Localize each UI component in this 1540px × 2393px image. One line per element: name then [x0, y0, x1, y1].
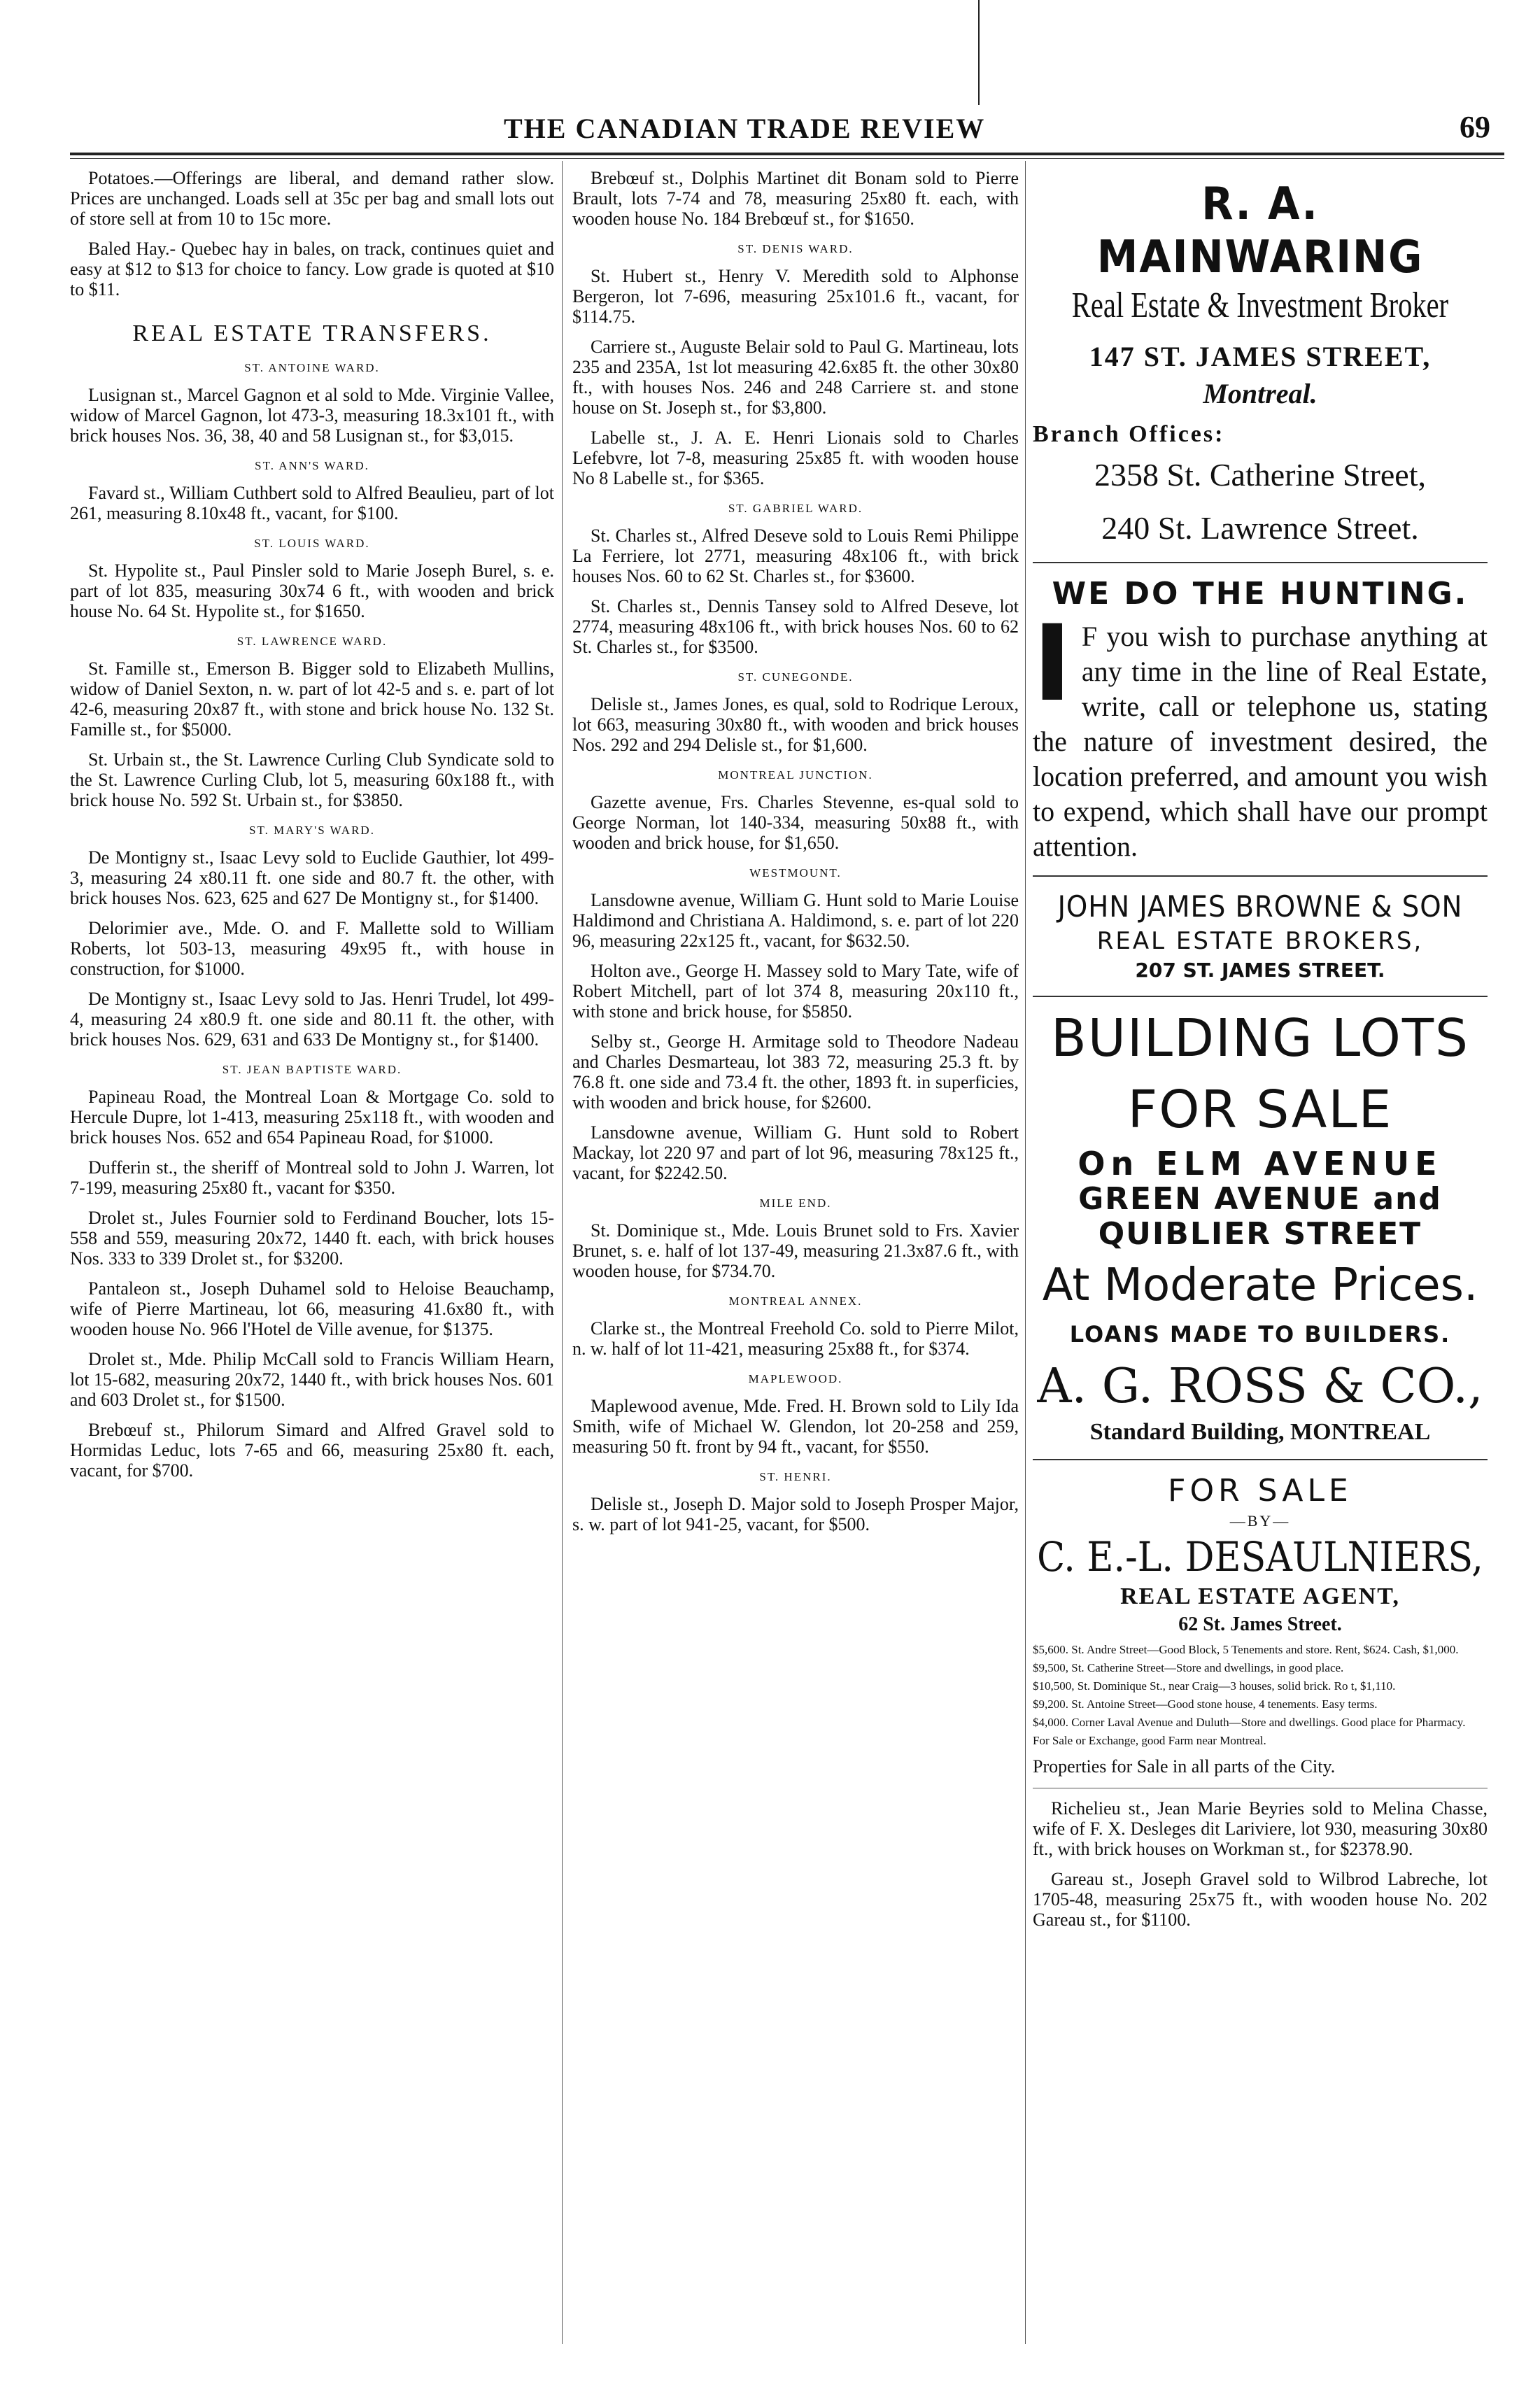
drop-cap: I [1033, 603, 1072, 725]
transfer-entry: St. Famille st., Emerson B. Bigger sold to Elizabeth Mullins, widow of Daniel Sexton, n. w. part of lot 42-5 and s. e. part of lot 42-6, measuring 20x87 ft., with stone and brick house No. 132 St. Famille st., for $5000. [70, 658, 554, 740]
transfer-entry: Gazette avenue, Frs. Charles Stevenne, es-qual sold to George Norman, lot 140-334, measuring 50x88 ft., with wooden and brick house, for $1,650. [572, 792, 1019, 853]
transfer-entry: Selby st., George H. Armitage sold to Theodore Nadeau and Charles Desmarteau, lot 383 72, measuring 25.3 ft. by 76.8 ft. one side and 73.4 ft. the other, 1893 ft. in superficies, with wooden and brick house, for $2600. [572, 1031, 1019, 1113]
masthead-title: THE CANADIAN TRADE REVIEW [504, 113, 986, 144]
transfer-entry: Brebœuf st., Dolphis Martinet dit Bonam sold to Pierre Brault, lots 7-74 and 78, measuring 25x80 ft. each, with wooden house No. 184 Brebœuf st., for $1650. [572, 168, 1019, 229]
ward-heading: ST. ANN'S WARD. [255, 459, 369, 472]
transfer-entry: Lusignan st., Marcel Gagnon et al sold to Mde. Virginie Vallee, widow of Marcel Gagnon, lot 473-3, measuring 18.3x101 ft., with brick houses Nos. 36, 38, 40 and 58 Lusignan st., for $3,015. [70, 385, 554, 446]
advertiser-city: Montreal. [1203, 378, 1318, 409]
property-list [1033, 1642, 1488, 1749]
market-note-hay: Baled Hay.- Quebec hay in bales, on track, continues quiet and easy at $12 to $13 for choice to fancy. Low grade is quoted at $10 to $11. [70, 239, 554, 299]
list-item: $10,500, St. Dominique St., near Craig—3 houses, solid brick. Ro t, $1,110. [1033, 1679, 1396, 1693]
transfer-entry: Papineau Road, the Montreal Loan & Mortgage Co. sold to Hercule Dupre, lot 1-413, measuring 25x118 ft., with wooden and brick houses Nos. 652 and 654 Papineau Road, for $1000. [70, 1087, 554, 1148]
page-header [70, 105, 1490, 147]
advertiser-tagline: REAL ESTATE BROKERS, [1096, 927, 1424, 955]
browne-ad [1033, 888, 1488, 984]
list-item: $9,200. St. Antoine Street—Good stone house, 4 tenements. Easy terms. [1033, 1697, 1378, 1711]
column-separator [562, 161, 563, 2344]
ad-by: —BY— [1229, 1512, 1291, 1530]
ad-location: GREEN AVENUE and [1078, 1181, 1442, 1217]
ad-headline: BUILDING LOTS [1050, 1008, 1470, 1068]
ad-headline: FOR SALE [1127, 1080, 1393, 1140]
ward-heading: MONTREAL JUNCTION. [718, 768, 873, 782]
transfer-entry: De Montigny st., Isaac Levy sold to Euclide Gauthier, lot 499-3, measuring 24 x80.11 ft. one side and 80.7 ft. the other, with brick houses Nos. 623, 625 and 627 De Montigny st., for $1400. [70, 847, 554, 908]
transfer-entry: Pantaleon st., Joseph Duhamel sold to Heloise Beauchamp, wife of Pierre Martineau, lot 66, measuring 41.6x80 ft., with wooden house No. 966 l'Hotel de Ville avenue, for $1375. [70, 1278, 554, 1339]
ward-heading: ST. HENRI. [759, 1470, 832, 1483]
transfer-entry: St. Hypolite st., Paul Pinsler sold to Marie Joseph Burel, s. e. part of lot 835, measuring 30x74 6 ft., with wooden and brick house No. 64 St. Hypolite st., for $1650. [70, 560, 554, 621]
transfer-entry: St. Hubert st., Henry V. Meredith sold to Alphonse Bergeron, lot 7-696, measuring 25x101.6 ft., vacant, for $114.75. [572, 266, 1019, 327]
transfer-entry: Lansdowne avenue, William G. Hunt sold to Robert Mackay, lot 220 97 and part of lot 96, measuring 78x125 ft., vacant, for $2242.50. [572, 1122, 1019, 1183]
advertiser-name: JOHN JAMES BROWNE & SON [1057, 889, 1463, 924]
list-item: $4,000. Corner Laval Avenue and Duluth—Store and dwellings. Good place for Pharmacy. [1033, 1716, 1466, 1729]
transfer-entry: St. Urbain st., the St. Lawrence Curling Club Syndicate sold to the St. Lawrence Curling Club, lot 5, measuring 60x188 ft., with brick house No. 592 St. Urbain st., for $3850. [70, 749, 554, 810]
advertiser-address: 147 ST. JAMES STREET, [1089, 341, 1432, 372]
transfer-entry: Drolet st., Jules Fournier sold to Ferdinand Boucher, lots 15-558 and 559, measuring 20x72, 1440 ft. each, with brick houses Nos. 333 to 339 Drolet st., for $3200. [70, 1208, 554, 1269]
fold-line [978, 0, 980, 105]
advertiser-tagline: REAL ESTATE AGENT, [1120, 1583, 1400, 1609]
ward-heading: MONTREAL ANNEX. [728, 1294, 863, 1308]
column-middle [572, 168, 1019, 1544]
transfer-entry: Lansdowne avenue, William G. Hunt sold to Marie Louise Haldimond and Christiana A. Haldimond, s. e. part of lot 220 96, measuring 22x125 ft., vacant, for $632.50. [572, 890, 1019, 951]
header-rule [70, 153, 1504, 155]
advertiser-name: C. E.-L. DESAULNIERS, [1037, 1533, 1483, 1581]
branch-address: 240 St. Lawrence Street. [1101, 510, 1419, 546]
column-right [1033, 168, 1488, 1940]
section-title: REAL ESTATE TRANSFERS. [132, 320, 492, 346]
ad-divider [1033, 562, 1488, 563]
advertiser-address: 62 St. James Street. [1178, 1614, 1342, 1635]
advertiser-tagline: Real Estate & Investment Broker [1071, 285, 1449, 325]
transfer-entry: St. Charles st., Alfred Deseve sold to Louis Remi Philippe La Ferriere, lot 2771, measuring 48x106 ft., with brick houses Nos. 60 to 62 St. Charles st., for $3600. [572, 525, 1019, 586]
ward-heading: ST. JEAN BAPTISTE WARD. [222, 1063, 402, 1076]
ad-body-text: F you wish to purchase anything at any time in the line of Real Estate, write, call or telephone us, stating the nature of investment desired, the location preferred, and amount you wish to expend, which shall have our prompt attention. [1033, 621, 1488, 862]
ward-heading: ST. ANTOINE WARD. [244, 361, 380, 374]
ward-heading: ST. LAWRENCE WARD. [236, 635, 388, 648]
transfer-entry: De Montigny st., Isaac Levy sold to Jas. Henri Trudel, lot 499-4, measuring 24 x80.9 ft. one side and 80.11 ft. the other, with brick houses Nos. 629, 631 and 633 De Montigny st., for $1400. [70, 989, 554, 1050]
transfer-entry: Favard st., William Cuthbert sold to Alfred Beaulieu, part of lot 261, measuring 8.10x48 ft., vacant, for $100. [70, 483, 554, 523]
transfer-entry: Maplewood avenue, Mde. Fred. H. Brown sold to Lily Ida Smith, wife of Michael W. Glendon, lot 20-258 and 259, measuring 50 ft. front by 94 ft., vacant, for $550. [572, 1396, 1019, 1457]
building-lots-ad [1033, 1008, 1488, 1448]
market-note-potatoes: Potatoes.—Offerings are liberal, and demand rather slow. Prices are unchanged. Loads sell at 35c per bag and small lots out of store sell at from 10 to 15c more. [70, 168, 554, 229]
ad-loans: LOANS MADE TO BUILDERS. [1069, 1321, 1451, 1348]
desaulniers-ad [1033, 1471, 1488, 1778]
ward-heading: ST. DENIS WARD. [737, 242, 854, 255]
mainwaring-ad [1033, 178, 1488, 551]
ward-heading: ST. MARY'S WARD. [249, 824, 375, 837]
branch-address: 2358 St. Catherine Street, [1094, 457, 1426, 493]
transfer-entry: St. Charles st., Dennis Tansey sold to Alfred Deseve, lot 2774, measuring 48x106 ft., with brick houses Nos. 60 to 62 St. Charles st., for $3500. [572, 596, 1019, 657]
transfer-entry: Delisle st., James Jones, es qual, sold to Rodrique Leroux, lot 663, measuring 30x80 ft., with wooden and brick houses Nos. 292 and 294 Delisle st., for $1,600. [572, 694, 1019, 755]
ad-headline: WE DO THE HUNTING. [1052, 576, 1469, 612]
list-item: $5,600. St. Andre Street—Good Block, 5 Tenements and store. Rent, $624. Cash, $1,000. [1033, 1643, 1459, 1656]
transfer-entry: St. Dominique st., Mde. Louis Brunet sold to Frs. Xavier Brunet, s. e. half of lot 137-49, measuring 21.3x87.6 ft., with wooden house, for $734.70. [572, 1220, 1019, 1281]
transfer-entry: Gareau st., Joseph Gravel sold to Wilbrod Labreche, lot 1705-48, measuring 25x75 ft., with wooden house No. 202 Gareau st., for $1100. [1033, 1869, 1488, 1930]
advertiser-name: R. A. MAINWARING [1096, 178, 1424, 283]
column-left [70, 168, 554, 1490]
ward-heading: ST. CUNEGONDE. [737, 670, 854, 684]
ward-heading: MAPLEWOOD. [748, 1372, 843, 1385]
ad-body [1033, 603, 1488, 864]
header-rule-thin [70, 158, 1504, 159]
transfer-entry: Drolet st., Mde. Philip McCall sold to Francis William Hearn, lot 15-682, measuring 20x72, 1440 ft., with brick houses Nos. 601 and 603 Drolet st., for $1500. [70, 1349, 554, 1410]
ad-location: QUIBLIER STREET [1098, 1216, 1422, 1252]
transfer-entry: Richelieu st., Jean Marie Beyries sold to Melina Chasse, wife of F. X. Desleges dit Lariviere, lot 930, measuring 30x80 ft., with brick houses on Workman st., for $2378.90. [1033, 1798, 1488, 1859]
advertiser-address: 207 ST. JAMES STREET. [1135, 959, 1385, 982]
transfer-entry: Labelle st., J. A. E. Henri Lionais sold to Charles Lefebvre, lot 7-8, measuring 25x85 ft. with wooden house No 8 Labelle st., for $365. [572, 428, 1019, 488]
ward-heading: ST. GABRIEL WARD. [728, 502, 863, 515]
transfer-entry: Clarke st., the Montreal Freehold Co. sold to Pierre Milot, n. w. half of lot 11-421, measuring 25x88 ft., for $374. [572, 1318, 1019, 1359]
ward-heading: WESTMOUNT. [749, 866, 842, 880]
column-separator [1025, 161, 1026, 2344]
branch-offices-label: Branch Offices: [1033, 421, 1225, 447]
advertiser-address: Standard Building, MONTREAL [1089, 1419, 1431, 1445]
transfer-entry: Holton ave., George H. Massey sold to Mary Tate, wife of Robert Mitchell, part of lot 374 8, measuring 20x110 ft., with stone and brick house, for $5850. [572, 961, 1019, 1022]
ad-divider [1033, 875, 1488, 877]
transfer-entry: Brebœuf st., Philorum Simard and Alfred Gravel sold to Hormidas Leduc, lots 7-65 and 66, measuring 25x80 ft. each, vacant, for $700. [70, 1420, 554, 1481]
transfer-entry: Delisle st., Joseph D. Major sold to Joseph Prosper Major, s. w. part of lot 941-25, vacant, for $500. [572, 1494, 1019, 1534]
list-item: $9,500, St. Catherine Street—Store and dwellings, in good place. [1033, 1661, 1344, 1674]
hunting-ad [1033, 574, 1488, 864]
ad-location: On ELM AVENUE [1078, 1145, 1443, 1183]
ward-heading: MILE END. [759, 1196, 832, 1210]
transfer-entry: Carriere st., Auguste Belair sold to Paul G. Martineau, lots 235 and 235A, 1st lot measuring 42.6x85 ft. the other 30x80 ft., with houses Nos. 246 and 248 Carriere st. and stone house on St. Joseph st., for $3,800. [572, 337, 1019, 418]
ad-footer: Properties for Sale in all parts of the City. [1033, 1756, 1336, 1777]
ward-heading: ST. LOUIS WARD. [254, 537, 370, 550]
ad-headline: FOR SALE [1168, 1473, 1352, 1509]
list-item: For Sale or Exchange, good Farm near Montreal. [1033, 1734, 1266, 1747]
transfer-entry: Delorimier ave., Mde. O. and F. Mallette sold to William Roberts, lot 503-13, measuring 49x95 ft., with house in construction, for $1000. [70, 918, 554, 979]
page-number: 69 [1460, 110, 1490, 144]
ad-divider [1033, 996, 1488, 997]
ad-divider [1033, 1459, 1488, 1460]
transfer-entry: Dufferin st., the sheriff of Montreal sold to John J. Warren, lot 7-199, measuring 25x80 ft., vacant for $350. [70, 1157, 554, 1198]
advertiser-name: A. G. ROSS & CO., [1037, 1359, 1483, 1414]
ad-pricing: At Moderate Prices. [1042, 1259, 1478, 1311]
